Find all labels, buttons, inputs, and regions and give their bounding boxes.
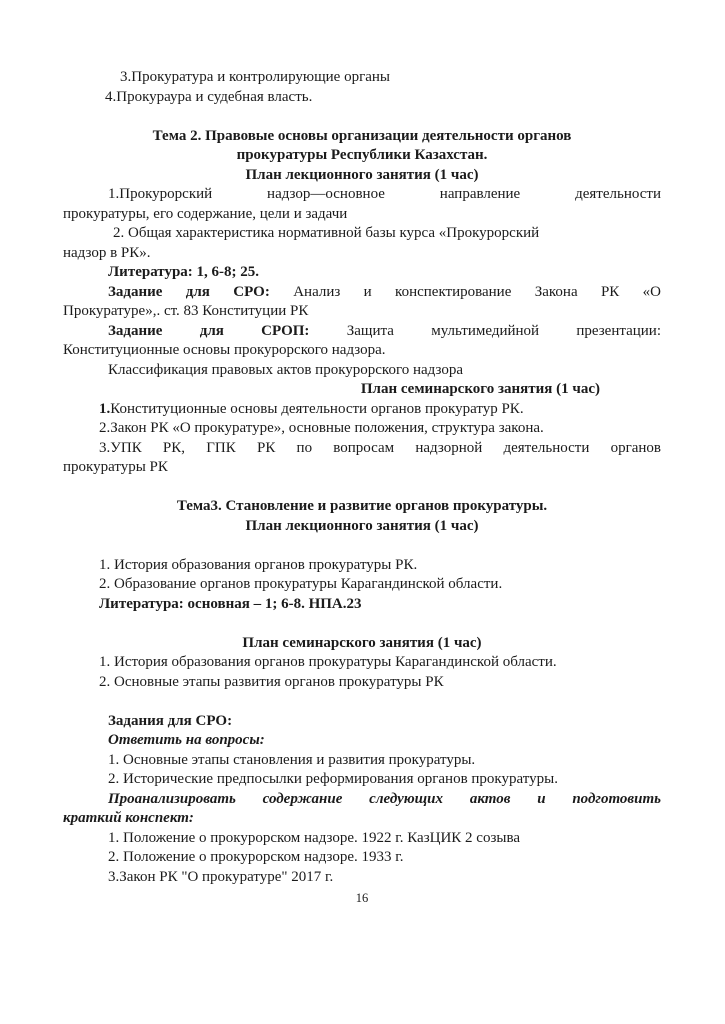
topic3-seminar-item-1: 1. История образования органов прокуратуры Карагандинской области. (99, 654, 557, 670)
topic2-sro-assignment-line1 (63, 283, 661, 303)
topic2-sro-assignment-line2: Прокуратуре»,. ст. 83 Конституции РК (63, 303, 309, 319)
topic2-srop-assignment-line1 (63, 322, 661, 342)
blank-line (63, 692, 661, 712)
topic3-sro-heading: Задания для СРО: (108, 712, 233, 729)
topic2-lecture-item-1-line1: 1.Прокурорский надзор—основное направление деятельности (108, 186, 661, 202)
topic2-srop-assignment-text: Защита мультимедийной презентации: (346, 322, 662, 339)
topic2-title-line1: Тема 2. Правовые основы организации деятельности органов (152, 127, 572, 144)
topic2-seminar-item-1-text: Конституционные основы деятельности органов прокуратур РК. (110, 400, 524, 417)
topic2-seminar-item-3-line2: прокуратуры РК (63, 459, 168, 475)
topic3-title: Тема3. Становление и развитие органов прокуратуры. (176, 498, 548, 514)
topic3-question-2: 2. Исторические предпосылки реформирования органов прокуратуры. (108, 771, 558, 787)
blank-line (63, 478, 661, 498)
topic3-act-item-3: 3.Закон РК "О прокуратуре" 2017 г. (108, 868, 334, 885)
blank-line (63, 536, 661, 556)
topic2-srop-assignment-label: Задание для СРОП: (108, 322, 310, 339)
topic2-seminar-plan-heading: План семинарского занятия (1 час) (360, 381, 600, 397)
topic3-lecture-item-2: 2. Образование органов прокуратуры Карагандинской области. (99, 576, 503, 592)
topic2-lecture-item-2-line2: надзор в РК». (63, 244, 151, 261)
topic3-analyze-instruction-line1: Проанализировать содержание следующих актов и подготовить (108, 790, 661, 807)
topic2-lecture-item-2-line1: 2. Общая характеристика нормативной базы курса «Прокурорский (113, 225, 540, 241)
topic2-literature: Литература: 1, 6-8; 25. (108, 264, 260, 280)
topic2-seminar-item-2: 2.Закон РК «О прокуратуре», основные положения, структура закона. (99, 420, 544, 436)
topic2-lecture-plan-heading: План лекционного занятия (1 час) (245, 166, 479, 183)
topic3-question-1: 1. Основные этапы становления и развития прокуратуры. (108, 751, 476, 768)
topic2-classification-line: Классификация правовых актов прокурорского надзора (108, 361, 463, 378)
topic2-seminar-item-1-number: 1. (99, 400, 111, 417)
topic2-seminar-item-1 (63, 400, 661, 420)
topic3-lecture-plan-heading: План лекционного занятия (1 час) (245, 517, 479, 534)
blank-line (63, 107, 661, 127)
topic2-srop-assignment-line2: Конституционные основы прокурорского надзора. (63, 342, 386, 358)
document-content (63, 68, 661, 887)
intro-list-item-3: 3.Прокуратура и контролирующие органы (120, 69, 390, 85)
topic3-seminar-plan-heading: План семинарского занятия (1 час) (242, 634, 482, 651)
topic2-seminar-item-3-line1: 3.УПК РК, ГПК РК по вопросам надзорной деятельности органов (99, 439, 661, 456)
topic2-sro-assignment-label: Задание для СРО: (108, 283, 270, 300)
topic3-lecture-item-1: 1. История образования органов прокуратуры РК. (99, 556, 418, 573)
intro-list-item-4: 4.Прокураура и судебная власть. (105, 88, 313, 105)
page-number: 16 (355, 891, 369, 905)
topic3-answer-questions-heading: Ответить на вопросы: (108, 732, 265, 748)
topic3-seminar-item-2: 2. Основные этапы развития органов прокуратуры РК (99, 673, 444, 690)
topic2-sro-assignment-text: Анализ и конспектирование Закона РК «О (293, 283, 661, 300)
topic2-title-line2: прокуратуры Республики Казахстан. (236, 147, 488, 163)
topic3-act-item-1: 1. Положение о прокурорском надзоре. 1922 г. КазЦИК 2 созыва (108, 829, 520, 846)
topic3-literature: Литература: основная – 1; 6-8. НПА.23 (99, 595, 362, 612)
topic3-act-item-2: 2. Положение о прокурорском надзоре. 1933 г. (108, 849, 404, 865)
blank-line (63, 614, 661, 634)
topic2-lecture-item-1-line2: прокуратуры, его содержание, цели и задачи (63, 205, 348, 222)
topic3-analyze-instruction-line2: краткий конспект: (63, 810, 194, 826)
